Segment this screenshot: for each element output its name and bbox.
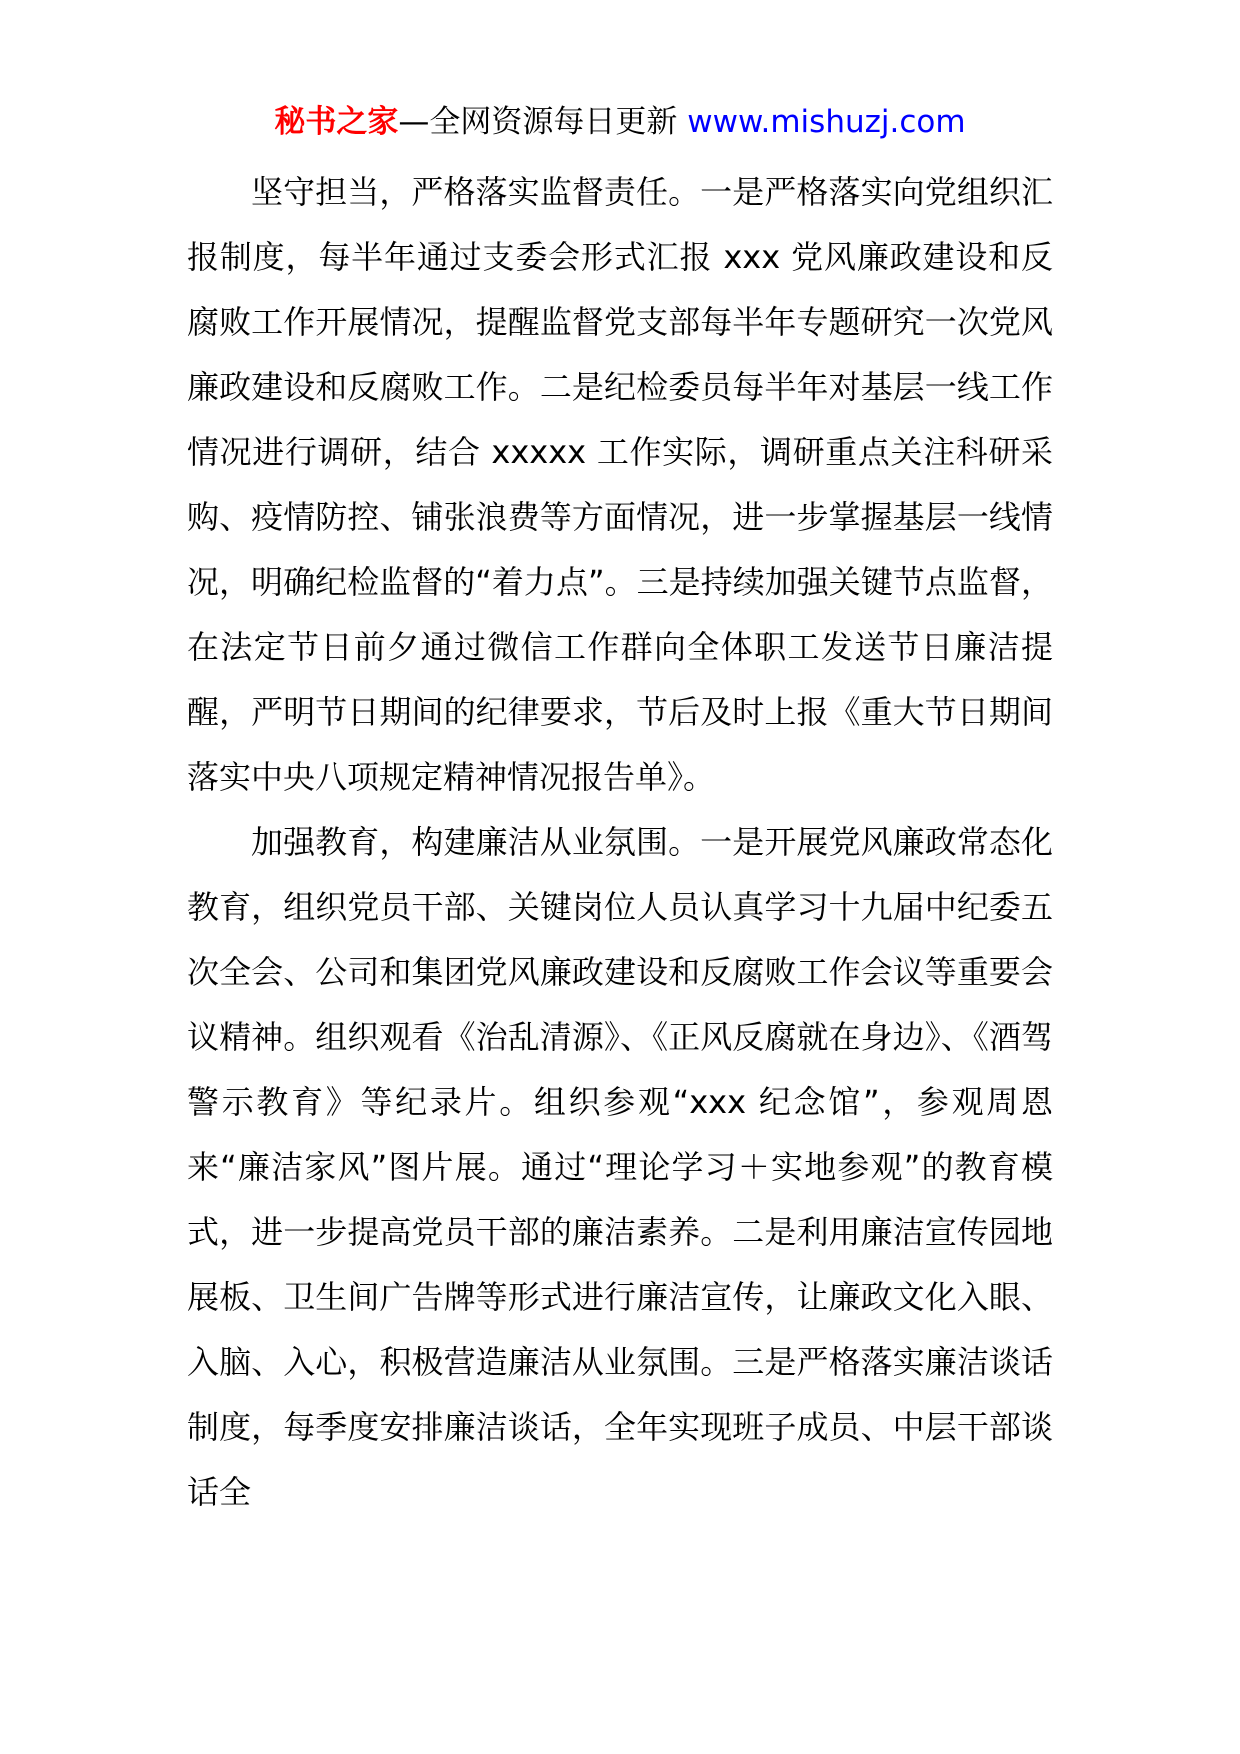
- site-url-link[interactable]: www.mishuzj.com: [687, 104, 966, 140]
- brand-name: 秘书之家: [274, 104, 399, 140]
- header-slogan: —全网资源每日更新: [398, 104, 688, 140]
- document-body: [187, 160, 1053, 1525]
- paragraph-education: 加强教育，构建廉洁从业氛围。一是开展党风廉政常态化教育，组织党员干部、关键岗位人员认真学习十九届中纪委五次全会、公司和集团党风廉政建设和反腐败工作会议等重要会议精神。组织观看《治乱清源》、《正风反腐就在身边》、《酒驾警示教育》等纪录片。组织参观“xxx 纪念馆”，参观周恩来“廉洁家风”图片展。通过“理论学习＋实地参观”的教育模式，进一步提高党员干部的廉洁素养。二是利用廉洁宣传园地展板、卫生间广告牌等形式进行廉洁宣传，让廉政文化入眼、入脑、入心，积极营造廉洁从业氛围。三是严格落实廉洁谈话制度，每季度安排廉洁谈话，全年实现班子成员、中层干部谈话全: [187, 823, 1053, 1511]
- page-header: [0, 100, 1240, 144]
- paragraph-supervision: 坚守担当，严格落实监督责任。一是严格落实向党组织汇报制度，每半年通过支委会形式汇报 xxx 党风廉政建设和反腐败工作开展情况，提醒监督党支部每半年专题研究一次党风廉政建设和反腐败工作。二是纪检委员每半年对基层一线工作情况进行调研，结合 xxxxx 工作实际，调研重点关注科研采购、疫情防控、铺张浪费等方面情况，进一步掌握基层一线情况，明确纪检监督的“着力点”。三是持续加强关键节点监督，在法定节日前夕通过微信工作群向全体职工发送节日廉洁提醒，严明节日期间的纪律要求，节后及时上报《重大节日期间落实中央八项规定精神情况报告单》。: [187, 173, 1053, 796]
